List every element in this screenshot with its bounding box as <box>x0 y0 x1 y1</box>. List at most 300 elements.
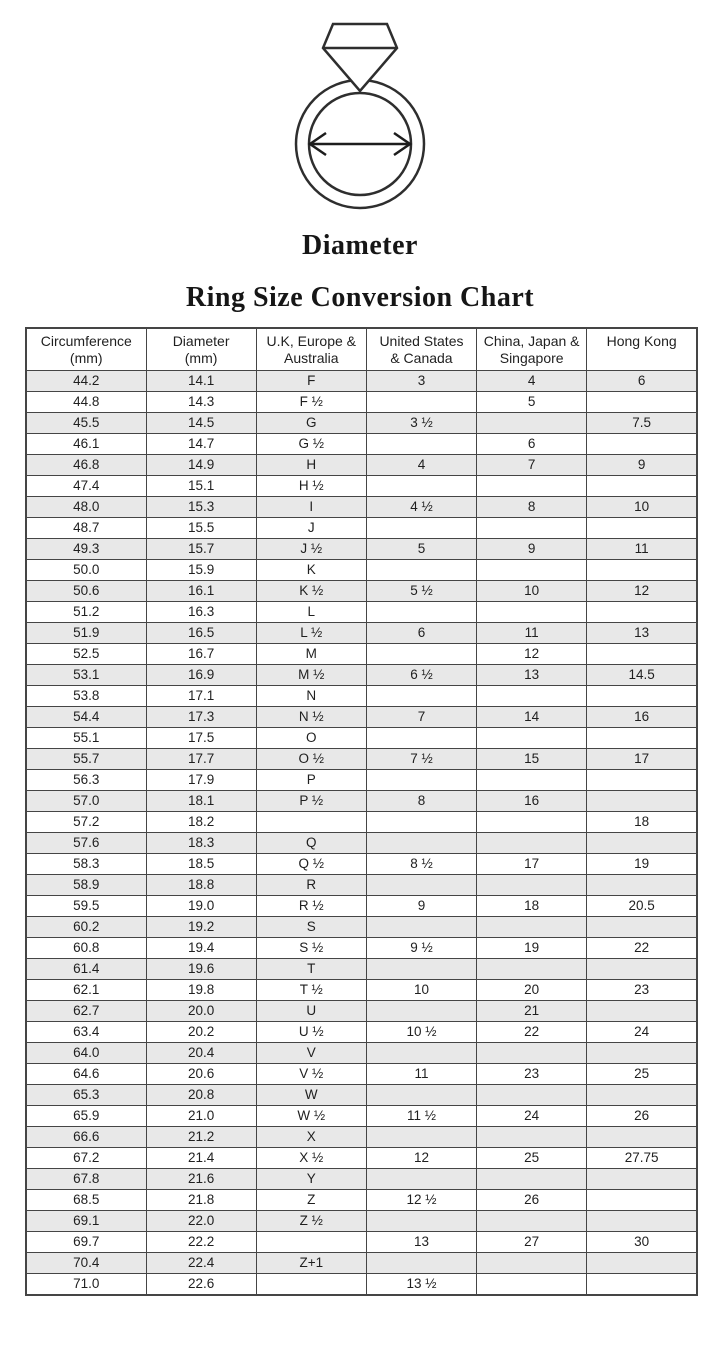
table-cell: 16 <box>587 707 697 728</box>
table-cell: F <box>256 371 366 392</box>
table-cell <box>366 1085 476 1106</box>
table-cell: 10 ½ <box>366 1022 476 1043</box>
table-cell: 71.0 <box>26 1274 146 1295</box>
table-cell: 11 ½ <box>366 1106 476 1127</box>
table-cell <box>477 959 587 980</box>
table-cell: 60.8 <box>26 938 146 959</box>
table-cell: F ½ <box>256 392 366 413</box>
table-cell: V <box>256 1043 366 1064</box>
table-cell: U <box>256 1001 366 1022</box>
table-cell: 67.8 <box>26 1169 146 1190</box>
table-cell: 69.1 <box>26 1211 146 1232</box>
table-cell <box>366 728 476 749</box>
table-cell <box>477 413 587 434</box>
table-cell <box>477 770 587 791</box>
table-cell: 27.75 <box>587 1148 697 1169</box>
table-cell: 13 ½ <box>366 1274 476 1295</box>
table-row <box>26 581 697 602</box>
table-cell: 20.4 <box>146 1043 256 1064</box>
table-cell: 44.8 <box>26 392 146 413</box>
column-header-circumference <box>26 328 146 371</box>
table-row <box>26 1169 697 1190</box>
table-row <box>26 665 697 686</box>
table-cell: 21.0 <box>146 1106 256 1127</box>
table-cell: 23 <box>477 1064 587 1085</box>
table-cell: 18.8 <box>146 875 256 896</box>
table-cell: 15.1 <box>146 476 256 497</box>
table-cell: 48.7 <box>26 518 146 539</box>
table-row <box>26 1127 697 1148</box>
table-cell: 22 <box>477 1022 587 1043</box>
table-body <box>26 371 697 1295</box>
table-cell: 51.9 <box>26 623 146 644</box>
table-cell <box>477 518 587 539</box>
table-cell: 19.2 <box>146 917 256 938</box>
table-cell: 3 ½ <box>366 413 476 434</box>
table-header <box>26 328 697 371</box>
table-cell: 51.2 <box>26 602 146 623</box>
table-row <box>26 707 697 728</box>
table-cell: 12 ½ <box>366 1190 476 1211</box>
table-cell: 61.4 <box>26 959 146 980</box>
table-cell: Q <box>256 833 366 854</box>
table-cell: 69.7 <box>26 1232 146 1253</box>
table-cell: 7 <box>366 707 476 728</box>
table-cell: 6 <box>477 434 587 455</box>
table-cell <box>587 1253 697 1274</box>
table-row <box>26 980 697 1001</box>
table-cell: 26 <box>477 1190 587 1211</box>
table-cell <box>366 518 476 539</box>
table-cell: 10 <box>366 980 476 1001</box>
table-cell: 64.0 <box>26 1043 146 1064</box>
table-cell <box>587 875 697 896</box>
table-cell: L ½ <box>256 623 366 644</box>
table-cell: 8 <box>366 791 476 812</box>
table-cell: K <box>256 560 366 581</box>
table-row <box>26 623 697 644</box>
table-cell: G ½ <box>256 434 366 455</box>
table-cell: 9 <box>587 455 697 476</box>
table-cell: 59.5 <box>26 896 146 917</box>
table-cell: 13 <box>366 1232 476 1253</box>
table-cell: 20.5 <box>587 896 697 917</box>
table-cell: 44.2 <box>26 371 146 392</box>
table-cell: 18.1 <box>146 791 256 812</box>
table-cell: 9 ½ <box>366 938 476 959</box>
table-row <box>26 917 697 938</box>
table-cell: Z+1 <box>256 1253 366 1274</box>
table-row <box>26 371 697 392</box>
table-cell: 9 <box>366 896 476 917</box>
table-cell: 15.3 <box>146 497 256 518</box>
table-row <box>26 1274 697 1295</box>
header-line: United States <box>379 333 464 349</box>
table-cell: 20 <box>477 980 587 1001</box>
table-cell: 67.2 <box>26 1148 146 1169</box>
table-cell: 23 <box>587 980 697 1001</box>
table-cell <box>366 1043 476 1064</box>
table-cell: S ½ <box>256 938 366 959</box>
table-cell: 11 <box>477 623 587 644</box>
table-cell <box>587 1211 697 1232</box>
table-cell: 18.5 <box>146 854 256 875</box>
table-cell: 19.8 <box>146 980 256 1001</box>
table-cell: 19.0 <box>146 896 256 917</box>
ring-with-diamond-and-diameter-arrow-icon <box>265 16 455 216</box>
table-cell: 56.3 <box>26 770 146 791</box>
table-cell: 14.5 <box>587 665 697 686</box>
table-cell: W ½ <box>256 1106 366 1127</box>
table-cell: 50.6 <box>26 581 146 602</box>
table-cell: 4 <box>477 371 587 392</box>
table-cell <box>477 686 587 707</box>
table-cell: 57.0 <box>26 791 146 812</box>
table-cell: 54.4 <box>26 707 146 728</box>
table-cell: O <box>256 728 366 749</box>
table-cell: 57.2 <box>26 812 146 833</box>
table-cell <box>587 686 697 707</box>
table-cell: 16.1 <box>146 581 256 602</box>
header-line: U.K, Europe & <box>266 333 357 349</box>
table-row <box>26 1190 697 1211</box>
table-cell: 14.9 <box>146 455 256 476</box>
table-cell: 22.4 <box>146 1253 256 1274</box>
table-cell: Q ½ <box>256 854 366 875</box>
table-row <box>26 1043 697 1064</box>
table-cell: 12 <box>366 1148 476 1169</box>
table-cell: N <box>256 686 366 707</box>
table-cell: W <box>256 1085 366 1106</box>
table-cell: 11 <box>587 539 697 560</box>
table-cell: 21.6 <box>146 1169 256 1190</box>
header-line: & Canada <box>390 350 453 366</box>
header-line: Australia <box>284 350 339 366</box>
table-row <box>26 392 697 413</box>
table-cell: Y <box>256 1169 366 1190</box>
table-row <box>26 1001 697 1022</box>
table-cell: 46.1 <box>26 434 146 455</box>
table-cell <box>587 959 697 980</box>
table-cell <box>587 728 697 749</box>
table-cell <box>256 1232 366 1253</box>
table-cell: 18.2 <box>146 812 256 833</box>
table-cell: 47.4 <box>26 476 146 497</box>
table-cell: 17.3 <box>146 707 256 728</box>
table-row <box>26 1148 697 1169</box>
header-line: (mm) <box>69 350 103 366</box>
header-line: (mm) <box>184 350 218 366</box>
table-cell: 8 <box>477 497 587 518</box>
header-line: Circumference <box>40 333 132 349</box>
table-cell: 17.5 <box>146 728 256 749</box>
table-cell <box>366 1211 476 1232</box>
page-title: Ring Size Conversion Chart <box>185 282 535 313</box>
table-cell: 64.6 <box>26 1064 146 1085</box>
table-cell <box>256 812 366 833</box>
table-cell <box>587 1190 697 1211</box>
table-cell: 25 <box>477 1148 587 1169</box>
table-cell: X <box>256 1127 366 1148</box>
table-row <box>26 560 697 581</box>
table-cell: M <box>256 644 366 665</box>
table-cell: J <box>256 518 366 539</box>
table-cell: 62.7 <box>26 1001 146 1022</box>
table-cell <box>587 644 697 665</box>
table-row <box>26 959 697 980</box>
table-cell: 16.3 <box>146 602 256 623</box>
table-cell: 18 <box>477 896 587 917</box>
table-cell: 19.6 <box>146 959 256 980</box>
table-cell <box>366 959 476 980</box>
table-cell: H <box>256 455 366 476</box>
table-cell: 15.9 <box>146 560 256 581</box>
table-cell: 53.1 <box>26 665 146 686</box>
table-cell: Z <box>256 1190 366 1211</box>
table-cell: L <box>256 602 366 623</box>
table-cell <box>477 1043 587 1064</box>
table-cell <box>587 476 697 497</box>
table-cell: 3 <box>366 371 476 392</box>
table-cell: 45.5 <box>26 413 146 434</box>
table-cell <box>366 812 476 833</box>
table-cell <box>587 434 697 455</box>
table-cell <box>477 833 587 854</box>
table-cell: 22.0 <box>146 1211 256 1232</box>
table-cell: 6 <box>366 623 476 644</box>
header-line: Diameter <box>172 333 230 349</box>
table-cell: 6 ½ <box>366 665 476 686</box>
table-cell: 21.2 <box>146 1127 256 1148</box>
table-cell: J ½ <box>256 539 366 560</box>
table-cell: 10 <box>477 581 587 602</box>
table-row <box>26 749 697 770</box>
table-header-row <box>26 328 697 371</box>
table-cell: T <box>256 959 366 980</box>
table-cell <box>366 602 476 623</box>
table-cell <box>587 1169 697 1190</box>
table-row <box>26 497 697 518</box>
table-cell <box>256 1274 366 1295</box>
table-cell <box>477 1211 587 1232</box>
table-row <box>26 833 697 854</box>
table-cell: 15.5 <box>146 518 256 539</box>
table-cell: 14.3 <box>146 392 256 413</box>
table-cell: 11 <box>366 1064 476 1085</box>
table-row <box>26 434 697 455</box>
table-cell: 17.1 <box>146 686 256 707</box>
table-row <box>26 728 697 749</box>
table-cell: 17 <box>587 749 697 770</box>
diameter-caption: Diameter <box>302 230 418 261</box>
table-cell: 60.2 <box>26 917 146 938</box>
table-row <box>26 791 697 812</box>
table-cell: 20.8 <box>146 1085 256 1106</box>
table-row <box>26 644 697 665</box>
table-cell: 16.7 <box>146 644 256 665</box>
table-cell <box>477 602 587 623</box>
diameter-arrow-icon <box>310 133 410 155</box>
table-row <box>26 875 697 896</box>
table-cell: R ½ <box>256 896 366 917</box>
table-cell: I <box>256 497 366 518</box>
table-cell <box>587 560 697 581</box>
table-row <box>26 812 697 833</box>
table-cell <box>477 875 587 896</box>
table-cell <box>366 1001 476 1022</box>
table-row <box>26 1085 697 1106</box>
table-cell: O ½ <box>256 749 366 770</box>
table-cell <box>477 728 587 749</box>
table-row <box>26 1064 697 1085</box>
table-row <box>26 854 697 875</box>
column-header-us-canada <box>366 328 476 371</box>
table-row <box>26 1022 697 1043</box>
table-row <box>26 476 697 497</box>
table-cell: 16.9 <box>146 665 256 686</box>
header-line: Singapore <box>499 350 564 366</box>
column-header-diameter <box>146 328 256 371</box>
table-cell: 7.5 <box>587 413 697 434</box>
table-cell: 66.6 <box>26 1127 146 1148</box>
table-cell: 24 <box>587 1022 697 1043</box>
table-cell: 19 <box>587 854 697 875</box>
table-cell: 68.5 <box>26 1190 146 1211</box>
diamond-icon <box>323 24 397 91</box>
table-cell: 21 <box>477 1001 587 1022</box>
table-cell: 12 <box>477 644 587 665</box>
table-cell: 19.4 <box>146 938 256 959</box>
table-cell <box>477 812 587 833</box>
table-cell: 16.5 <box>146 623 256 644</box>
table-cell: X ½ <box>256 1148 366 1169</box>
table-cell: Z ½ <box>256 1211 366 1232</box>
table-cell: 53.8 <box>26 686 146 707</box>
table-cell: 7 ½ <box>366 749 476 770</box>
table-row <box>26 413 697 434</box>
table-cell: S <box>256 917 366 938</box>
column-header-uk-europe-australia <box>256 328 366 371</box>
table-cell: 26 <box>587 1106 697 1127</box>
table-cell <box>366 917 476 938</box>
table-cell <box>587 833 697 854</box>
table-row <box>26 1232 697 1253</box>
table-cell: P <box>256 770 366 791</box>
table-cell <box>587 1274 697 1295</box>
table-cell: 17.7 <box>146 749 256 770</box>
table-cell: 15 <box>477 749 587 770</box>
table-row <box>26 1253 697 1274</box>
table-cell: 57.6 <box>26 833 146 854</box>
table-cell: 13 <box>477 665 587 686</box>
table-cell: 14 <box>477 707 587 728</box>
table-cell: 50.0 <box>26 560 146 581</box>
table-cell: 12 <box>587 581 697 602</box>
table-cell: 8 ½ <box>366 854 476 875</box>
table-cell <box>477 1274 587 1295</box>
table-cell: 22.6 <box>146 1274 256 1295</box>
table-cell: 63.4 <box>26 1022 146 1043</box>
table-cell <box>366 770 476 791</box>
table-cell <box>477 476 587 497</box>
table-row <box>26 518 697 539</box>
table-cell: G <box>256 413 366 434</box>
table-cell: 6 <box>587 371 697 392</box>
header-line: Hong Kong <box>606 333 677 349</box>
table-cell <box>366 392 476 413</box>
table-cell: 17 <box>477 854 587 875</box>
table-cell: 14.1 <box>146 371 256 392</box>
table-cell: N ½ <box>256 707 366 728</box>
table-cell: U ½ <box>256 1022 366 1043</box>
table-cell: 58.3 <box>26 854 146 875</box>
table-cell <box>587 917 697 938</box>
table-cell: 9 <box>477 539 587 560</box>
table-row <box>26 938 697 959</box>
column-header-hong-kong <box>587 328 697 371</box>
table-cell <box>587 518 697 539</box>
page <box>0 16 720 1296</box>
table-cell: 20.6 <box>146 1064 256 1085</box>
table-cell <box>366 833 476 854</box>
table-cell: 14.5 <box>146 413 256 434</box>
table-cell: 30 <box>587 1232 697 1253</box>
table-cell: 48.0 <box>26 497 146 518</box>
table-cell: 17.9 <box>146 770 256 791</box>
table-cell <box>366 476 476 497</box>
table-cell <box>366 560 476 581</box>
table-cell <box>587 1043 697 1064</box>
table-row <box>26 896 697 917</box>
table-cell: 46.8 <box>26 455 146 476</box>
table-cell: 19 <box>477 938 587 959</box>
table-cell: 21.8 <box>146 1190 256 1211</box>
table-cell: 49.3 <box>26 539 146 560</box>
table-cell: 5 ½ <box>366 581 476 602</box>
table-cell <box>477 1169 587 1190</box>
table-cell: 4 ½ <box>366 497 476 518</box>
table-cell: V ½ <box>256 1064 366 1085</box>
table-cell: 70.4 <box>26 1253 146 1274</box>
table-row <box>26 1211 697 1232</box>
table-cell: 65.3 <box>26 1085 146 1106</box>
table-cell: 16 <box>477 791 587 812</box>
table-cell <box>477 1253 587 1274</box>
table-cell <box>366 1169 476 1190</box>
column-header-china-japan-singapore <box>477 328 587 371</box>
table-cell: 15.7 <box>146 539 256 560</box>
table-cell <box>477 1127 587 1148</box>
table-cell: 20.2 <box>146 1022 256 1043</box>
ring-size-conversion-table <box>25 327 698 1296</box>
table-cell: R <box>256 875 366 896</box>
table-cell: 4 <box>366 455 476 476</box>
table-row <box>26 455 697 476</box>
table-cell <box>366 875 476 896</box>
header-line: China, Japan & <box>483 333 580 349</box>
table-cell: 55.1 <box>26 728 146 749</box>
table-cell: 52.5 <box>26 644 146 665</box>
table-cell: 58.9 <box>26 875 146 896</box>
table-cell: P ½ <box>256 791 366 812</box>
table-cell: 20.0 <box>146 1001 256 1022</box>
table-cell: M ½ <box>256 665 366 686</box>
table-row <box>26 602 697 623</box>
table-cell: 10 <box>587 497 697 518</box>
table-cell: 18.3 <box>146 833 256 854</box>
table-cell <box>587 1085 697 1106</box>
table-cell <box>587 602 697 623</box>
